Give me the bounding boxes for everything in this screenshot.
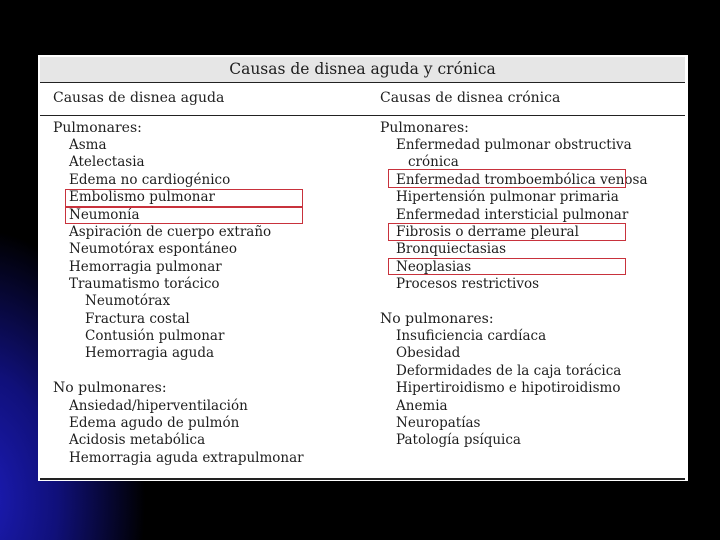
left-item: Hemorragia aguda extrapulmonar xyxy=(69,450,304,466)
right-item-continuation: crónica xyxy=(408,154,459,170)
left-subitem: Hemorragia aguda xyxy=(85,345,215,361)
left-item-highlighted: Embolismo pulmonar xyxy=(69,189,215,205)
right-group-label-nonpulmonary: No pulmonares: xyxy=(380,311,494,327)
highlight-box-neoplasias xyxy=(388,258,626,275)
left-item: Traumatismo torácico xyxy=(69,276,220,292)
right-column-heading: Causas de disnea crónica xyxy=(380,90,561,106)
right-item: Patología psíquica xyxy=(396,432,521,448)
left-column-heading: Causas de disnea aguda xyxy=(53,90,225,106)
left-subitem: Contusión pulmonar xyxy=(85,328,225,344)
right-item: Bronquiectasias xyxy=(396,241,507,257)
left-item: Acidosis metabólica xyxy=(69,432,206,448)
right-item: Hipertiroidismo e hipotiroidismo xyxy=(396,380,621,396)
highlight-box-neumonia xyxy=(65,207,303,224)
right-item: Procesos restrictivos xyxy=(396,276,540,292)
right-item: Neuropatías xyxy=(396,415,481,431)
left-item: Edema agudo de pulmón xyxy=(69,415,240,431)
right-item: Obesidad xyxy=(396,345,461,361)
title-rule xyxy=(40,82,685,83)
highlight-box-tromboembolica xyxy=(388,169,626,188)
highlight-box-fibrosis xyxy=(388,223,626,241)
right-item: Enfermedad intersticial pulmonar xyxy=(396,207,629,223)
left-item: Aspiración de cuerpo extraño xyxy=(69,224,272,240)
right-group-label-pulmonary: Pulmonares: xyxy=(380,120,469,136)
left-item: Edema no cardiogénico xyxy=(69,172,231,188)
left-group-label-pulmonary: Pulmonares: xyxy=(53,120,142,136)
left-item: Hemorragia pulmonar xyxy=(69,259,222,275)
left-subitem: Neumotórax xyxy=(85,293,171,309)
right-item: Hipertensión pulmonar primaria xyxy=(396,189,619,205)
left-item: Ansiedad/hiperventilación xyxy=(69,398,248,414)
right-item-highlighted: Fibrosis o derrame pleural xyxy=(396,224,579,240)
table-figure xyxy=(38,55,688,481)
left-item: Asma xyxy=(69,137,107,153)
left-item: Atelectasia xyxy=(69,154,145,170)
highlight-box-embolismo xyxy=(65,189,303,207)
right-item: Deformidades de la caja torácica xyxy=(396,363,622,379)
right-item-highlighted: Enfermedad tromboembólica venosa xyxy=(396,172,648,188)
bottom-rule xyxy=(40,478,685,480)
table-title: Causas de disnea aguda y crónica xyxy=(40,57,685,82)
left-item-highlighted: Neumonía xyxy=(69,207,140,223)
left-item: Neumotórax espontáneo xyxy=(69,241,238,257)
right-item: Anemia xyxy=(396,398,448,414)
left-subitem: Fractura costal xyxy=(85,311,190,327)
right-item-highlighted: Neoplasias xyxy=(396,259,472,275)
left-group-label-nonpulmonary: No pulmonares: xyxy=(53,380,167,396)
right-item: Insuficiencia cardíaca xyxy=(396,328,547,344)
right-item: Enfermedad pulmonar obstructiva xyxy=(396,137,632,153)
header-rule xyxy=(40,115,685,116)
